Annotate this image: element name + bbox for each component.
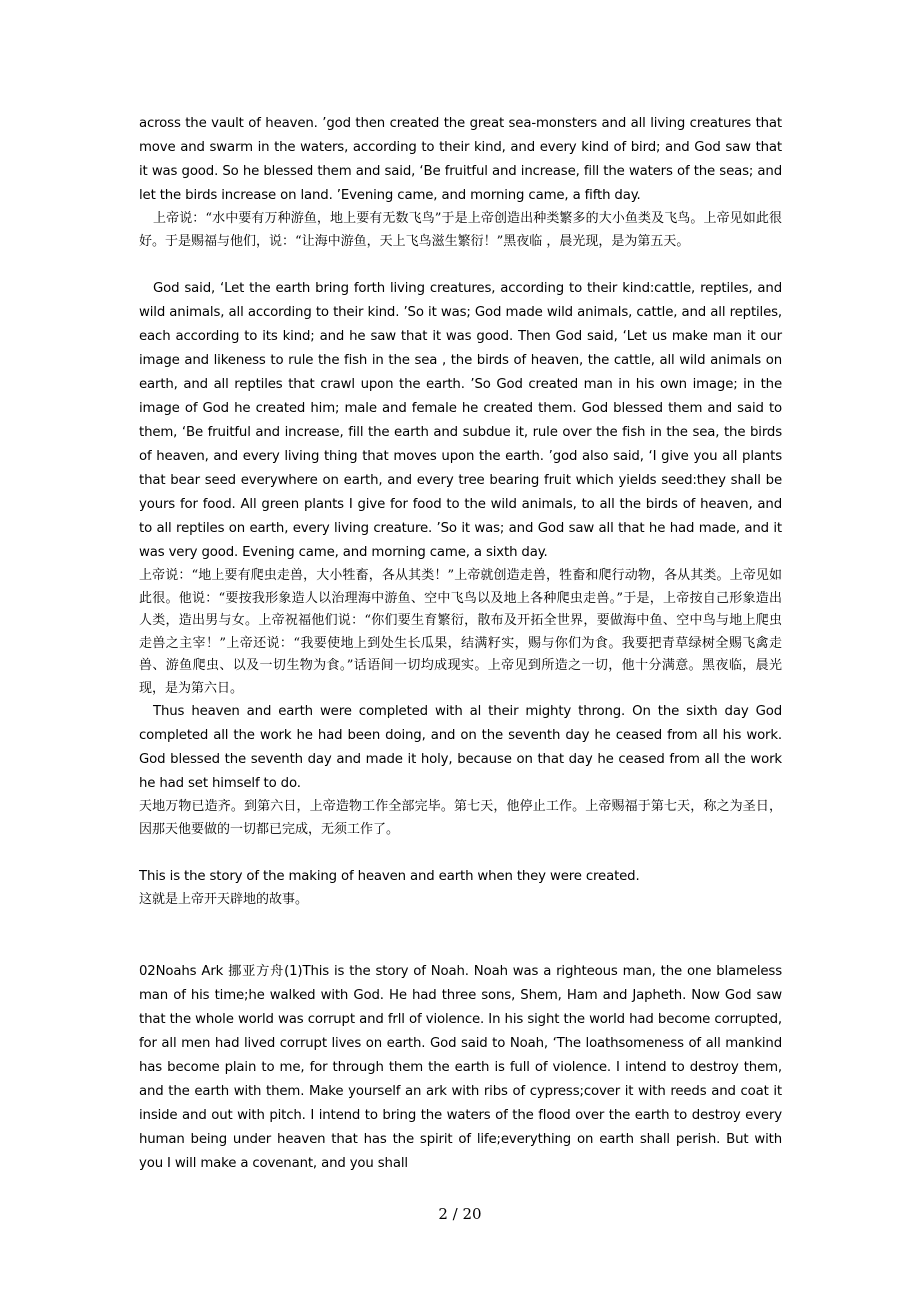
paragraph-story-summary-english: This is the story of the making of heaven and earth when they were created.: [139, 869, 640, 884]
paragraph-fifth-day-english: across the vault of heaven. ’god then created the great sea-monsters and all living creatures that move and swarm in the waters, according to their kind, and every kind of bird; and God saw that it was good. So he blessed them and said, ‘Be fruitful and increase, fill the waters of the seas; and let the birds increase on land. ’Evening came, and morning came, a fifth day.: [139, 116, 782, 203]
paragraph-noahs-ark-english: 02Noahs Ark 挪亚方舟(1)This is the story of Noah. Noah was a righteous man, the one blameless man of his time;he walked with God. He had three sons, Shem, Ham and Japheth. Now God saw that the whole world was corrupt and frll of violence. In his sight the world had become corrupted, for all men had lived corrupt lives on earth. God said to Noah, ‘The loathsomeness of all mankind has become plain to me, for through them the earth is full of violence. I intend to destroy them, and the earth with them. Make yourself an ark with ribs of cypress;cover it with reeds and coat it inside and out with pitch. I intend to bring the waters of the flood over the earth to destroy every human being under heaven that has the spirit of life;everything on earth shall perish. But with you I will make a covenant, and you shall: [139, 963, 782, 1171]
spacer: [139, 912, 782, 960]
paragraph-fifth-day-chinese: 上帝说：“水中要有万种游鱼，地上要有无数飞鸟”于是上帝创造出种类繁多的大小鱼类及飞鸟。上帝见如此很好。于是赐福与他们，说：“让海中游鱼，天上飞鸟滋生繁衍！”黑夜临 ，晨光现，是为第五天。: [139, 211, 782, 249]
spacer: [139, 841, 782, 865]
paragraph-sixth-day-chinese: 上帝说：“地上要有爬虫走兽，大小牲畜，各从其类！”上帝就创造走兽，牲畜和爬行动物，各从其类。上帝见如此很。他说：“要按我形象造人以治理海中游鱼、空中飞鸟以及地上各种爬虫走兽。”于是，上帝按自己形象造出人类，造出男与女。上帝祝福他们说：“你们要生育繁衍，散布及开拓全世界，要做海中鱼、空中鸟与地上爬虫走兽之主宰！”上帝还说：“我要使地上到处生长瓜果，结满籽实，赐与你们为食。我要把青草绿树全赐飞禽走兽、游鱼爬虫、以及一切生物为食。”话语间一切均成现实。上帝见到所造之一切，他十分满意。黑夜临，晨光现，是为第六日。: [139, 568, 782, 696]
page-number: 2 / 20: [438, 1205, 482, 1223]
spacer: [139, 253, 782, 277]
paragraph-seventh-day-english: Thus heaven and earth were completed with al their mighty throng. On the sixth day God completed all the work he had been doing, and on the seventh day he ceased from all his work. God blessed the seventh day and made it holy, because on that day he ceased from all the work he had set himself to do.: [139, 704, 782, 791]
paragraph-sixth-day-english: God said, ‘Let the earth bring forth living creatures, according to their kind:cattle, reptiles, and wild animals, all according to their kind. ’So it was; God made wild animals, cattle, and all reptiles, each according to its kind; and he saw that it was good. Then God said, ‘Let us make man it our image and likeness to rule the fish in the sea , the birds of heaven, the cattle, all wild animals on earth, and all reptiles that crawl upon the earth. ’So God created man in his own image; in the image of God he created him; male and female he created them. God blessed them and said to them, ‘Be fruitful and increase, fill the earth and subdue it, rule over the fish in the sea, the birds of heaven, and every living thing that moves upon the earth. ’god also said, ‘I give you all plants that bear seed everywhere on earth, and every tree bearing fruit which yields seed:they shall be yours for food. All green plants I give for food to the wild animals, to all the birds of heaven, and to all reptiles on earth, every living creature. ’So it was; and God saw all that he had made, and it was very good. Evening came, and morning came, a sixth day.: [139, 281, 782, 560]
paragraph-seventh-day-chinese: 天地万物已造齐。到第六日，上帝造物工作全部完毕。第七天，他停止工作。上帝赐福于第七天，称之为圣日，因那天他要做的一切都已完成，无须工作了。: [139, 799, 782, 837]
document-body: [139, 112, 782, 1176]
paragraph-story-summary-chinese: 这就是上帝开天辟地的故事。: [139, 892, 309, 907]
